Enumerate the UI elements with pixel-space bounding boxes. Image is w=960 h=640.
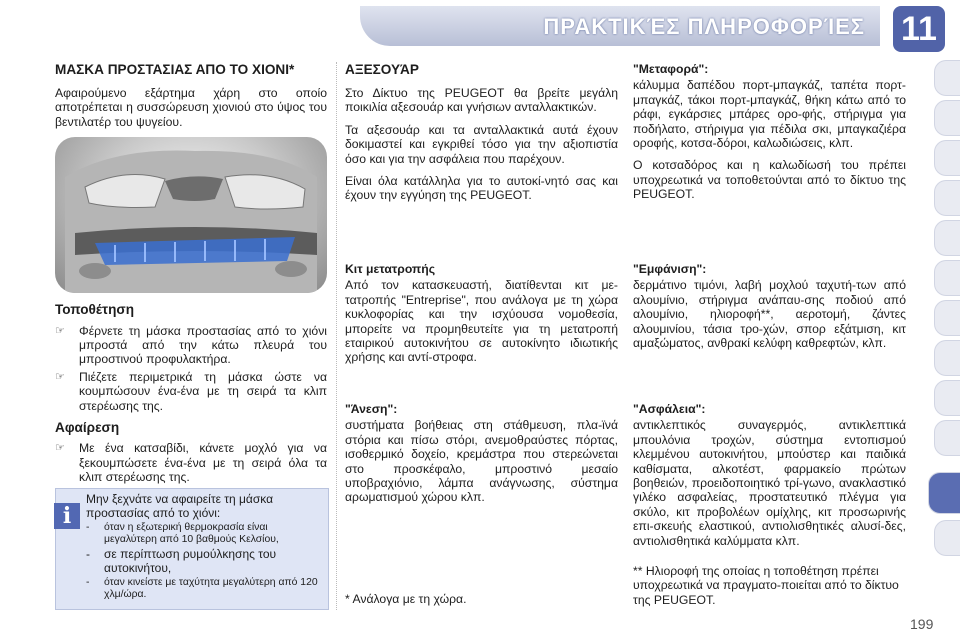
arrow-icon: ☞ <box>55 442 65 455</box>
transport-section <box>633 62 906 210</box>
chapter-tab[interactable] <box>934 300 960 336</box>
remove-step: ☞ Με ένα κατσαβίδι, κάνετε μοχλό για να ξεκουμπώσετε ένα-ένα με τη σειρά όλα τα κλιπ στερέωσης της. <box>55 441 327 485</box>
chapter-title: ΠΡΑΚΤΙΚΈΣ ΠΛΗΡΟΦΟΡΊΕΣ <box>543 14 865 39</box>
info-body <box>86 493 322 601</box>
subsection-title: Κιτ μετατροπής <box>345 262 436 276</box>
subsection-title: "Μεταφορά": <box>633 62 709 76</box>
section-title: ΑΞΕΣΟΥΆΡ <box>345 62 419 77</box>
info-box <box>55 488 329 610</box>
paragraph: αντικλεπτικός συναγερμός, αντικλεπτικά μπουλόνια τροχών, σύστημα εντοπισμού κλεμμένου αυτοκινήτου, μπούστερ και παιδικά καθίσματα, αλκοτέστ, φαρμακείο πρώτων βοηθειών, προειδοποιητικό τρί-γωνο, ανακλαστικό γιλέκο ασφαλείας, προστατευτικό πλέγμα για σκύλο, κιτ προβολέων ομίχλης, κιτ προσωρινής επι-σκευής ελαστικού, αντιολισθητικές αλυσί-δες, αντιολισθητικά καλύμματα κλπ. <box>633 418 906 548</box>
install-title: Τοποθέτηση <box>55 302 135 318</box>
paragraph: Τα αξεσουάρ και τα ανταλλακτικά αυτά έχουν δοκιμαστεί και εγκριθεί τόσο για την αξιοπιστία όσο και για την ασφάλεια που παρέχουν. <box>345 122 618 166</box>
page-number: 199 <box>910 616 934 632</box>
info-text: Μην ξεχνάτε να αφαιρείτε τη μάσκα προστασίας από το χιόνι: <box>86 492 274 520</box>
chapter-tab[interactable] <box>934 420 960 456</box>
chapter-tab[interactable] <box>934 340 960 376</box>
column-divider <box>336 62 337 610</box>
comfort-section <box>345 402 618 513</box>
subsection-title: "Ασφάλεια": <box>633 402 706 416</box>
info-item: - σε περίπτωση ρυμούλκησης του αυτοκινήτου, <box>86 547 277 575</box>
footnote: * Ανάλογα με τη χώρα. <box>345 592 467 606</box>
chapter-tab[interactable] <box>934 100 960 136</box>
page-header <box>0 0 960 52</box>
paragraph: Στο Δίκτυο της PEUGEOT θα βρείτε μεγάλη ποικιλία αξεσουάρ και γνήσιων ανταλλακτικών. <box>345 86 618 115</box>
remove-title: Αφαίρεση <box>55 420 120 436</box>
subsection-title: "Άνεση": <box>345 402 398 416</box>
chapter-tab[interactable] <box>934 520 960 556</box>
safety-section <box>633 402 906 556</box>
paragraph: Από τον κατασκευαστή, διατίθενται κιτ με-τατροπής "Entreprise", που ανάλογα με τη χώρα κυκλοφορίας και την ισχύουσα νομοθεσία, μπορείτε να προμηθευτείτε για τη μετατροπή εταιρικού αυτοκινήτου σε αυτοκίνητο ιδιωτικής χρήσης και αντί-στροφα. <box>345 278 618 365</box>
snow-shield-section <box>55 62 327 488</box>
look-section <box>633 262 906 358</box>
paragraph: Ο κοτσαδόρος και η καλωδίωσή του πρέπει υποχρεωτικά να τοποθετούνται από το δίκτυο της PEUGEOT. <box>633 158 906 202</box>
install-step: ☞ Φέρνετε τη μάσκα προστασίας από το χιόνι μπροστά από την κάτω πλευρά του μπροστινού προφυλακτήρα. <box>55 323 327 367</box>
chapter-tabs <box>928 60 960 620</box>
info-item: - όταν η εξωτερική θερμοκρασία είναι μεγαλύτερη από 10 βαθμούς Κελσίου, <box>86 522 279 546</box>
conversion-kit-section <box>345 262 618 373</box>
intro-text: Αφαιρούμενο εξάρτημα χάρη στο οποίο αποτρέπεται η συσσώρευση χιονιού στο ύψος του βεντιλατέρ του ψυγείου. <box>55 86 327 129</box>
paragraph: δερμάτινο τιμόνι, λαβή μοχλού ταχυτή-των από αλουμίνιο, στήριγμα ανάπαυ-σης ποδιού από αλουμίνιο, ηλιοροφή**, αεροτομή, ζάντες αλουμινίου, τάσια τρο-χών, σπορ εξάτμιση, κιτ αμαξώματος, ανθρακί κελύφη καθρεφτών, κλπ. <box>633 278 906 351</box>
install-step: ☞ Πιέζετε περιμετρικά τη μάσκα ώστε να κουμπώσουν ένα-ένα με τη σειρά τα κλιπ στερέωσης της. <box>55 369 327 413</box>
paragraph: Είναι όλα κατάλληλα για το αυτοκί-νητό σας και έχουν την εγγύηση της PEUGEOT. <box>345 174 618 203</box>
chapter-tab-active[interactable] <box>928 472 960 514</box>
paragraph: συστήματα βοήθειας στη στάθμευση, πλα-ϊνά στόρια και πίσω στόρι, ανεμοθραύστες πόρτας, ισοθερμικό δοχείο, κρεμάστρα που στερεώνεται στο προσκέφαλο, μπροστινό μεσαίο υποβραχιόνιο, λάμπα ανάγνωσης, σύστημα αρωματισμού χώρου κλπ. <box>345 418 618 505</box>
chapter-tab[interactable] <box>934 60 960 96</box>
arrow-icon: ☞ <box>55 324 65 337</box>
chapter-tab[interactable] <box>934 220 960 256</box>
chapter-tab[interactable] <box>934 140 960 176</box>
footnote: ** Ηλιοροφή της οποίας η τοποθέτηση πρέπει υποχρεωτικά να πραγματο-ποιείται από το δίκτυο της PEUGEOT. <box>633 564 899 607</box>
subsection-title: "Εμφάνιση": <box>633 262 707 276</box>
paragraph: κάλυμμα δαπέδου πορτ-μπαγκάζ, ταπέτα πορτ-μπαγκάζ, τάκοι πορτ-μπαγκάζ, θήκη κάτω από το ράφι, εγκάρσιες μπάρες ορο-φής, στήριγμα για ποδήλατο, στήριγμα για πέδιλα σκι, μπαγκαζιέρα οροφής, κοτσα-δόροι, καλωδιώσεις, κλπ. <box>633 78 906 151</box>
arrow-icon: ☞ <box>55 370 65 383</box>
chapter-tab[interactable] <box>934 260 960 296</box>
chapter-tab[interactable] <box>934 380 960 416</box>
chapter-number-badge: 11 <box>893 6 945 52</box>
car-front-image <box>55 137 327 293</box>
info-icon: i <box>54 503 80 529</box>
chapter-tab[interactable] <box>934 180 960 216</box>
accessories-section <box>345 62 618 211</box>
car-front-illustration <box>55 137 327 293</box>
info-item: - όταν κινείστε με ταχύτητα μεγαλύτερη από 120 χλμ/ώρα. <box>86 577 318 601</box>
section-title: ΜΑΣΚΑ ΠΡΟΣΤΑΣΙΑΣ ΑΠΟ ΤΟ ΧΙΟΝΙ* <box>55 62 295 77</box>
